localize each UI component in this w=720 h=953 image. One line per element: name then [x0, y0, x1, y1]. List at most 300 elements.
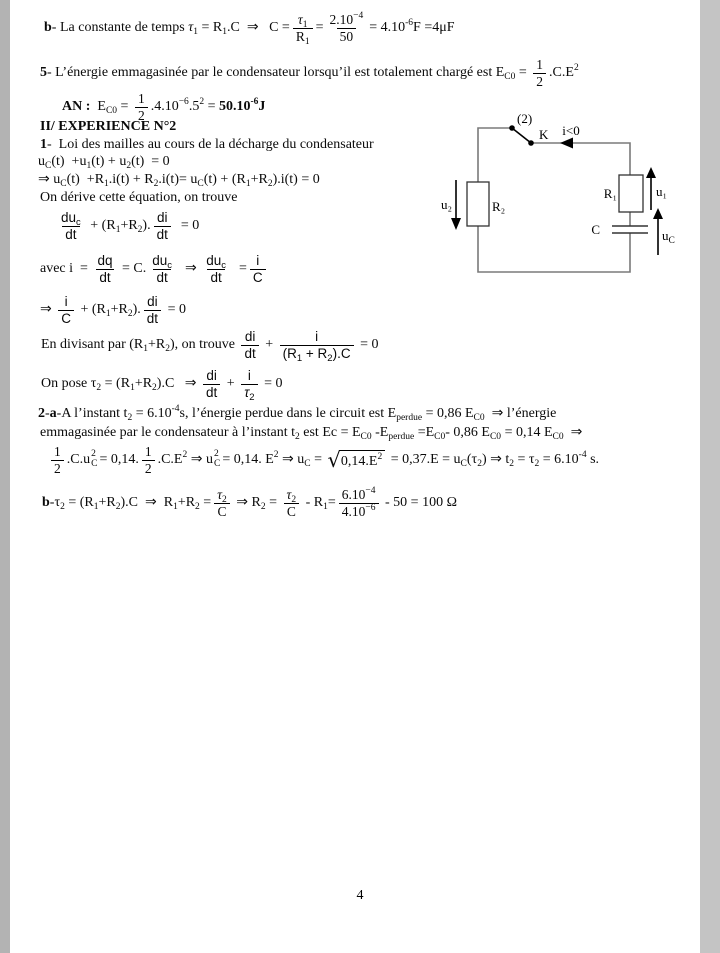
fraction-denominator [241, 384, 257, 401]
text-run: dt [244, 345, 256, 361]
subscript: 1 [93, 502, 99, 513]
fraction [280, 329, 354, 364]
subscript: 2 [137, 225, 143, 236]
subscript: 2 [477, 459, 482, 470]
text-run: dt [210, 269, 222, 285]
doc-line [41, 368, 283, 403]
fraction-numerator [135, 91, 148, 107]
subscript: C [460, 459, 467, 470]
stacked-superscript: 2 [213, 449, 219, 460]
fraction [149, 253, 175, 285]
text-run: On dérive cette équation, on trouve [40, 190, 238, 205]
text-run: (t) + (R [203, 172, 246, 187]
text-run: (t) = 0 [131, 154, 170, 169]
text-run: = 6.10 [132, 406, 172, 421]
text-run: - L’énergie emmagasinée par le condensateur lorsqu’il est totalement chargé est E [47, 65, 505, 81]
subscript: 2 [127, 413, 133, 423]
doc-line [40, 253, 269, 285]
subscript: 2 [96, 383, 102, 394]
superscript: -4 [578, 450, 587, 461]
text-run: =E [414, 425, 435, 440]
bold-text: a [49, 406, 57, 421]
subscript: 2 [115, 502, 121, 513]
fraction-denominator [533, 73, 546, 90]
subscript: 2 [249, 391, 255, 403]
text-run: i [247, 368, 251, 383]
subscript: C0 [105, 106, 118, 117]
text-run: = [515, 65, 531, 81]
text-run: du [152, 253, 168, 268]
bold-text: 2 [38, 406, 45, 421]
fraction [58, 210, 84, 242]
text-run: ⇒ [40, 302, 56, 318]
subscript: C [45, 161, 52, 171]
fraction-denominator [51, 460, 64, 477]
subscript: C [60, 179, 67, 189]
text-run: .C.u [66, 452, 91, 468]
u1-arrowhead-icon [646, 167, 656, 178]
text-run: .C ⇒ C = [227, 20, 290, 36]
text-run: = 0,14 E [501, 425, 553, 440]
superscript: 2 [199, 97, 205, 108]
superscript: −6 [365, 502, 376, 513]
subscript: 1 [104, 179, 109, 189]
text-run: 2 [54, 460, 61, 476]
text-run: emmagasinée par le condensateur à l’instant t [40, 425, 296, 440]
subscript: C0 [473, 413, 485, 423]
text-run: i [315, 329, 319, 344]
fraction [51, 444, 64, 476]
text-run: ⇒ l’énergie [484, 406, 557, 421]
fraction-numerator [51, 444, 64, 460]
fraction [284, 487, 300, 519]
text-run: = 0 [260, 376, 283, 392]
text-run: ).C ⇒ [156, 376, 201, 392]
italic-text: τ [244, 384, 250, 400]
fraction-denominator [207, 269, 224, 286]
fraction-numerator [203, 253, 229, 269]
text-run: C [252, 269, 263, 285]
text-run: .i(t)= u [158, 172, 198, 187]
text-run: dt [156, 269, 168, 285]
text-run: - R [302, 495, 324, 511]
text-run: ). [142, 218, 151, 234]
text-run: = [199, 495, 212, 511]
text-run: 1 [137, 91, 145, 106]
u2-arrowhead-icon [451, 218, 461, 230]
text-run: C [61, 310, 71, 326]
fraction-denominator [214, 503, 229, 520]
fraction-numerator [58, 210, 84, 226]
text-run: = 0 [173, 218, 200, 234]
square-root [327, 447, 386, 472]
fraction-numerator [284, 487, 300, 503]
fraction [203, 368, 220, 400]
doc-line [40, 136, 374, 154]
doc-line [40, 189, 237, 207]
text-run: ⇒ u [38, 172, 61, 187]
text-run: (R [282, 345, 297, 361]
fraction-numerator [149, 253, 175, 269]
subscript: c [167, 260, 172, 271]
fraction-denominator [337, 28, 357, 45]
subscript: C [197, 179, 204, 189]
u2-label: u₂ [440, 197, 452, 212]
fraction [293, 12, 313, 47]
doc-line [55, 210, 199, 242]
text-run: R [295, 28, 305, 44]
text-run: +R [250, 172, 268, 187]
fraction-numerator [142, 444, 155, 460]
text-run: di [156, 210, 168, 225]
bold-text: 1 [40, 137, 47, 152]
text-run: = 0 [164, 302, 186, 318]
subscript: perdue [388, 432, 415, 442]
fraction [142, 444, 155, 476]
fraction-denominator [203, 384, 220, 401]
fraction [241, 368, 257, 403]
resistor-r1-label: R₁ [603, 186, 617, 201]
superscript: 2 [182, 450, 188, 461]
text-run: (t) +R [66, 172, 105, 187]
fraction-denominator [58, 310, 74, 327]
superscript: 2 [273, 450, 279, 461]
subscript: 2 [153, 179, 159, 189]
bold-text: b [42, 495, 50, 511]
subscript: C0 [360, 432, 372, 442]
text-run: -A l’instant t [56, 406, 128, 421]
fraction-numerator [533, 57, 546, 73]
text-run: ⇒ [177, 261, 201, 277]
fraction-denominator [241, 345, 258, 362]
text-run: ). [132, 302, 141, 318]
bold-text: II/ EXPERIENCE N°2 [40, 119, 177, 134]
subscript: C0 [552, 432, 564, 442]
uc-label: $u_C$ [662, 228, 675, 246]
text-run: +R [134, 376, 153, 392]
text-run: est Ec = E [299, 425, 361, 440]
fraction-numerator [203, 368, 220, 384]
superscript: -6 [250, 97, 259, 108]
resistor-r2-label: R₂ [492, 199, 506, 214]
fraction-numerator [144, 294, 161, 310]
current-label: i<0 [562, 123, 580, 138]
subscript: 1 [173, 502, 178, 513]
text-run: = 0,14. E [222, 452, 274, 468]
text-run: = [232, 261, 247, 277]
fraction-numerator [245, 368, 254, 384]
fraction-numerator [242, 329, 259, 345]
fraction-denominator [339, 503, 379, 520]
text-run: 2 [536, 73, 544, 89]
fraction-numerator [312, 329, 321, 345]
text-run: 1 [536, 57, 544, 72]
fraction-numerator [214, 487, 230, 503]
text-run: J [258, 99, 266, 115]
sub-sup-stack [214, 450, 220, 470]
text-run: +R [120, 218, 138, 234]
superscript: 2 [377, 451, 383, 462]
text-run: du [206, 253, 222, 268]
subscript: 1 [143, 344, 149, 355]
text-run: du [61, 210, 77, 225]
text-run: C [217, 503, 227, 519]
doc-line [38, 405, 556, 423]
text-run: ), on trouve [170, 337, 239, 353]
text-run: ).i(t) = 0 [272, 172, 320, 187]
text-run: di [206, 368, 217, 383]
subscript: C0 [489, 432, 502, 442]
circuit-diagram [440, 110, 705, 285]
subscript: c [221, 260, 226, 271]
fraction-denominator [62, 226, 79, 243]
subscript: 2 [327, 352, 333, 364]
subscript: 1 [130, 383, 135, 394]
text-run: 4.10 [341, 503, 366, 519]
text-run: 1 [144, 444, 152, 459]
text-run: ⇒ [563, 425, 583, 440]
text-run: ⇒ u [278, 452, 305, 468]
subscript: 1 [193, 27, 199, 38]
text-run: u [38, 154, 45, 169]
text-run: .i(t) + R [108, 172, 154, 187]
fraction-numerator [94, 253, 115, 269]
subscript: 2 [291, 495, 297, 505]
text-run: -E [371, 425, 389, 440]
text-run: - La constante de temps [51, 20, 189, 36]
fraction-denominator [284, 503, 299, 520]
text-run: = 0 [356, 337, 379, 353]
text-run: di [147, 294, 158, 309]
subscript: c [76, 217, 81, 228]
text-run: (t) + u [91, 154, 127, 169]
capacitor-label: C [591, 222, 600, 237]
fraction [154, 210, 171, 242]
subscript: 2 [260, 502, 266, 513]
switch-position-label: (2) [517, 111, 533, 126]
subscript: 1 [115, 225, 121, 236]
superscript: −4 [353, 11, 364, 21]
subscript: 1 [302, 20, 308, 30]
fraction [326, 12, 366, 44]
text-run: 50 [339, 28, 354, 44]
text-run: = [117, 99, 132, 115]
text-run: - 50 = 100 Ω [381, 495, 457, 511]
text-run: (t) +u [51, 154, 87, 169]
text-run: On pose τ [41, 376, 97, 392]
fraction [339, 487, 379, 519]
text-run: +R [148, 337, 166, 353]
bold-text: b [44, 20, 52, 36]
switch-arm [512, 128, 531, 143]
subscript: 2 [195, 502, 200, 513]
text-run: 2 [137, 107, 145, 123]
fraction-denominator [144, 310, 161, 327]
fraction-numerator [62, 294, 71, 310]
fraction-denominator [142, 460, 155, 477]
sub-sup-stack [91, 450, 97, 470]
fraction [533, 57, 546, 89]
subscript: 2 [534, 459, 540, 470]
fraction-denominator [280, 345, 354, 362]
text-run: .C.E [157, 452, 183, 468]
subscript: C [304, 459, 311, 470]
text-run: = τ [513, 452, 535, 468]
text-run: -τ [49, 495, 61, 511]
text-run: = 4.10 [369, 20, 406, 36]
page-left-margin-strip [0, 0, 10, 953]
doc-line [40, 424, 582, 442]
text-run: s, l’énergie perdue dans le circuit est E [179, 406, 397, 421]
text-run: + [261, 337, 277, 353]
text-run: ) ⇒ t [481, 452, 510, 468]
fraction-numerator [253, 253, 262, 269]
resistor-r2-box [467, 182, 489, 226]
doc-line [38, 171, 320, 189]
text-run: = [327, 495, 336, 511]
text-run: = [315, 20, 324, 36]
u1-label: u₁ [656, 184, 668, 199]
superscript: −4 [365, 486, 376, 496]
subscript: perdue [396, 413, 423, 423]
fraction-denominator [250, 269, 266, 286]
subscript: 1 [222, 27, 227, 38]
text-run: dt [99, 269, 111, 285]
text-run: = (R [64, 495, 94, 511]
text-run: = [204, 99, 219, 115]
fraction [94, 253, 115, 285]
text-run: = [265, 495, 281, 511]
fraction-numerator [154, 210, 171, 226]
subscript: 2 [509, 459, 514, 470]
bold-text: 5 [40, 65, 47, 81]
stacked-superscript: 2 [91, 449, 96, 460]
subscript: 2 [60, 502, 65, 513]
text-run: dq [97, 253, 113, 268]
text-run: ).C ⇒ R [120, 495, 174, 511]
superscript: -4 [171, 404, 180, 414]
text-run: - Loi des mailles au cours de la décharge du condensateur [47, 137, 374, 152]
doc-line [41, 329, 379, 364]
resistor-r1-box [619, 175, 643, 212]
doc-line [38, 153, 170, 171]
fraction-denominator [154, 226, 171, 243]
fraction [58, 294, 74, 326]
subscript: 1 [86, 161, 92, 171]
radical-icon: √ [327, 447, 341, 472]
capacitor-plates [612, 226, 648, 233]
stacked-subscript: C [91, 459, 98, 470]
subscript: 1 [245, 179, 251, 189]
fraction-denominator [153, 269, 170, 286]
text-run: .C.E [549, 65, 574, 81]
subscript: 2 [295, 432, 300, 442]
subscript: 1 [105, 309, 111, 320]
text-run: = 6.10 [539, 452, 579, 468]
switch-label: K [539, 127, 549, 142]
text-run: dt [206, 384, 218, 400]
superscript: -6 [405, 18, 414, 29]
fraction-numerator [339, 487, 379, 503]
text-run: 50.10 [218, 99, 251, 115]
subscript: 1 [304, 36, 310, 47]
italic-text: τ [188, 20, 194, 36]
stacked-subscript: C [213, 459, 221, 470]
text-run: ).C [332, 345, 351, 361]
doc-line [48, 444, 599, 476]
text-run: En divisant par (R [41, 337, 144, 353]
text-run: C [286, 503, 296, 519]
doc-line [40, 118, 176, 136]
text-run: - 0,86 E [445, 425, 490, 440]
text-run: = R [198, 20, 223, 36]
text-run: avec i = [40, 261, 92, 277]
subscript: 2 [152, 383, 157, 394]
switch-node-dot [509, 125, 515, 131]
text-run: 2.10 [329, 12, 354, 27]
text-run: s. [586, 452, 600, 468]
italic-text: τ [217, 487, 223, 502]
text-run: dt [146, 310, 159, 326]
text-run: +R [98, 495, 116, 511]
fraction [250, 253, 266, 285]
fraction-denominator [96, 269, 113, 286]
subscript: 2 [165, 344, 170, 355]
text-run: (τ [466, 452, 478, 468]
subscript: 2 [127, 309, 133, 320]
doc-line [44, 11, 455, 47]
text-run: + (R [86, 218, 116, 234]
radicand [339, 450, 385, 471]
fraction [144, 294, 161, 326]
text-run: F =4μF [413, 20, 455, 36]
text-run: E [90, 99, 106, 115]
page-number: 4 [356, 888, 364, 903]
text-run: dt [65, 226, 77, 242]
text-run: +R [177, 495, 196, 511]
subscript: C0 [434, 432, 446, 442]
subscript: C0 [504, 72, 516, 83]
text-run: - [45, 406, 50, 421]
subscript: 2 [222, 495, 227, 505]
italic-text: τ [297, 12, 303, 27]
doc-line [40, 57, 579, 89]
superscript: −6 [178, 97, 189, 108]
superscript: 2 [573, 63, 579, 74]
text-run: 0,14.E [340, 453, 378, 469]
text-run: = 0,86 E [422, 406, 474, 421]
fraction [241, 329, 258, 361]
doc-line [42, 487, 457, 519]
text-run: ⇒ R [232, 495, 261, 511]
text-run: .5 [188, 99, 200, 115]
subscript: 2 [126, 161, 132, 171]
italic-text: τ [286, 487, 292, 502]
subscript: 1 [323, 502, 328, 513]
text-run: + R [302, 345, 328, 361]
text-run: i [64, 294, 68, 309]
fraction [203, 253, 229, 285]
text-run: di [244, 329, 256, 344]
text-run: 2 [144, 460, 152, 476]
fraction-numerator [295, 12, 311, 28]
text-run: dt [156, 226, 168, 242]
fraction-denominator [293, 28, 313, 45]
text-run: .4.10 [150, 99, 179, 115]
text-run: i [256, 253, 260, 268]
switch-pivot-dot [528, 140, 534, 146]
text-run: 1 [54, 444, 61, 459]
